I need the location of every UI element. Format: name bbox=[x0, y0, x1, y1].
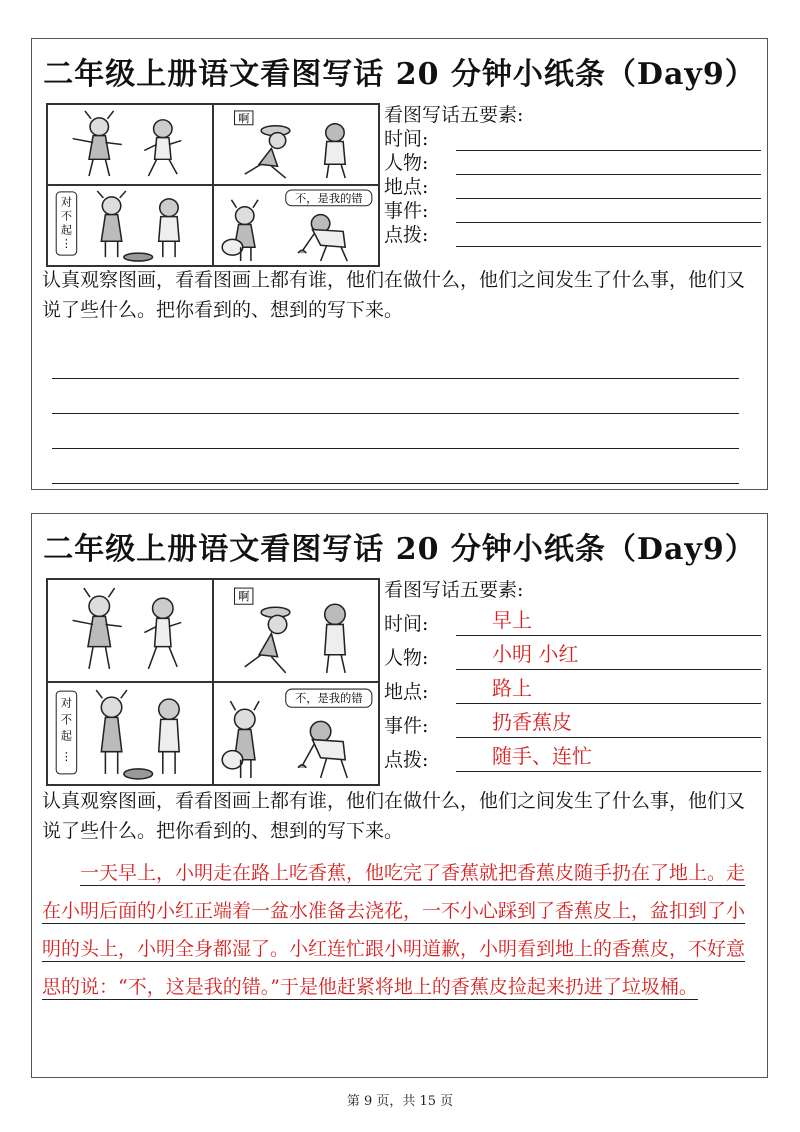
element-label: 地点: bbox=[384, 681, 429, 703]
element-answer-line[interactable] bbox=[456, 608, 761, 636]
model-essay-text: 一天早上，小明走在路上吃香蕉，他吃完了香蕉就把香蕉皮随手扔在了地上。走在小明后面的小红正端着一盆水准备去浇花，一不小心踩到了香蕉皮上，盆扣到了小明的头上，小明全身都湿了。小红连忙跟小明道歉，小明看到地上的香蕉皮，不好意思的说：“不，这是我的错。”于是他赶紧将地上的香蕉皮捡起来扔进了垃圾桶。 bbox=[42, 862, 746, 998]
element-label: 人物: bbox=[384, 152, 429, 174]
element-label: 点拨: bbox=[384, 749, 429, 771]
comic-bubble-sorry: 对 bbox=[60, 697, 73, 711]
writing-line[interactable] bbox=[52, 414, 739, 449]
writing-lines[interactable] bbox=[52, 344, 739, 484]
element-answer-line[interactable] bbox=[456, 676, 761, 704]
worksheet-card-blank bbox=[31, 38, 768, 490]
element-answer: 早上 bbox=[492, 608, 532, 632]
comic-panel-2 bbox=[214, 105, 378, 184]
five-elements-section bbox=[384, 103, 761, 247]
element-answer-line[interactable] bbox=[456, 176, 761, 199]
element-label: 事件: bbox=[384, 200, 429, 222]
svg-text:⋮: ⋮ bbox=[60, 749, 73, 763]
comic-panel-3 bbox=[48, 186, 212, 265]
element-row-place bbox=[384, 670, 761, 704]
element-answer: 扔香蕉皮 bbox=[492, 710, 572, 734]
element-answer: 小明 小红 bbox=[492, 642, 579, 666]
comic-bubble-ah: 啊 bbox=[238, 590, 250, 604]
element-label: 时间: bbox=[384, 128, 429, 150]
comic-strip bbox=[46, 578, 380, 786]
five-elements-heading: 看图写话五要素: bbox=[384, 579, 524, 601]
comic-panel-4 bbox=[214, 683, 378, 784]
worksheet-title: 二年级上册语文看图写话 20 分钟小纸条（Day9） bbox=[43, 57, 756, 92]
comic-panel-4 bbox=[214, 186, 378, 265]
writing-line[interactable] bbox=[52, 379, 739, 414]
element-answer: 路上 bbox=[492, 676, 532, 700]
element-answer-line[interactable] bbox=[456, 744, 761, 772]
comic-panel-2 bbox=[214, 580, 378, 681]
comic-panel-1 bbox=[48, 580, 212, 681]
comic-bubble-my-fault: 不，是我的错 bbox=[294, 692, 363, 706]
five-elements-heading: 看图写话五要素: bbox=[384, 104, 524, 126]
element-row-event bbox=[384, 704, 761, 738]
element-row-time bbox=[384, 602, 761, 636]
element-label: 时间: bbox=[384, 613, 429, 635]
element-answer: 随手、连忙 bbox=[492, 744, 592, 768]
comic-panel-1 bbox=[48, 105, 212, 184]
svg-text:起: 起 bbox=[60, 223, 73, 237]
writing-instruction: 认真观察图画，看看图画上都有谁，他们在做什么，他们之间发生了什么事，他们又说了些什么。把你看到的、想到的写下来。 bbox=[42, 269, 746, 321]
element-label: 点拨: bbox=[384, 224, 429, 246]
model-essay bbox=[42, 854, 757, 1006]
page-footer: 第 9 页，共 15 页 bbox=[346, 1094, 454, 1109]
element-row-characters bbox=[384, 636, 761, 670]
comic-strip bbox=[46, 103, 380, 267]
element-row-tip bbox=[384, 738, 761, 772]
writing-line[interactable] bbox=[52, 344, 739, 379]
worksheet-title: 二年级上册语文看图写话 20 分钟小纸条（Day9） bbox=[43, 532, 756, 567]
element-row-tip bbox=[384, 223, 761, 247]
worksheet-card-answer bbox=[31, 513, 768, 1078]
svg-text:不: 不 bbox=[60, 713, 73, 727]
element-answer-line[interactable] bbox=[456, 642, 761, 670]
writing-instruction: 认真观察图画，看看图画上都有谁，他们在做什么，他们之间发生了什么事，他们又说了些什么。把你看到的、想到的写下来。 bbox=[42, 790, 746, 842]
element-label: 地点: bbox=[384, 176, 429, 198]
svg-text:不: 不 bbox=[60, 209, 73, 223]
comic-bubble-my-fault: 不，是我的错 bbox=[294, 191, 363, 205]
element-label: 事件: bbox=[384, 715, 429, 737]
element-answer-line[interactable] bbox=[456, 710, 761, 738]
writing-line[interactable] bbox=[52, 449, 739, 484]
five-elements-section bbox=[384, 578, 761, 772]
comic-panel-3 bbox=[48, 683, 212, 784]
svg-text:⋮: ⋮ bbox=[60, 237, 73, 251]
element-answer-line[interactable] bbox=[456, 128, 761, 151]
element-label: 人物: bbox=[384, 647, 429, 669]
element-answer-line[interactable] bbox=[456, 200, 761, 223]
element-answer-line[interactable] bbox=[456, 152, 761, 175]
comic-bubble-ah: 啊 bbox=[238, 111, 250, 125]
comic-bubble-sorry: 对 bbox=[60, 195, 73, 209]
svg-text:起: 起 bbox=[60, 729, 73, 743]
element-answer-line[interactable] bbox=[456, 224, 761, 247]
